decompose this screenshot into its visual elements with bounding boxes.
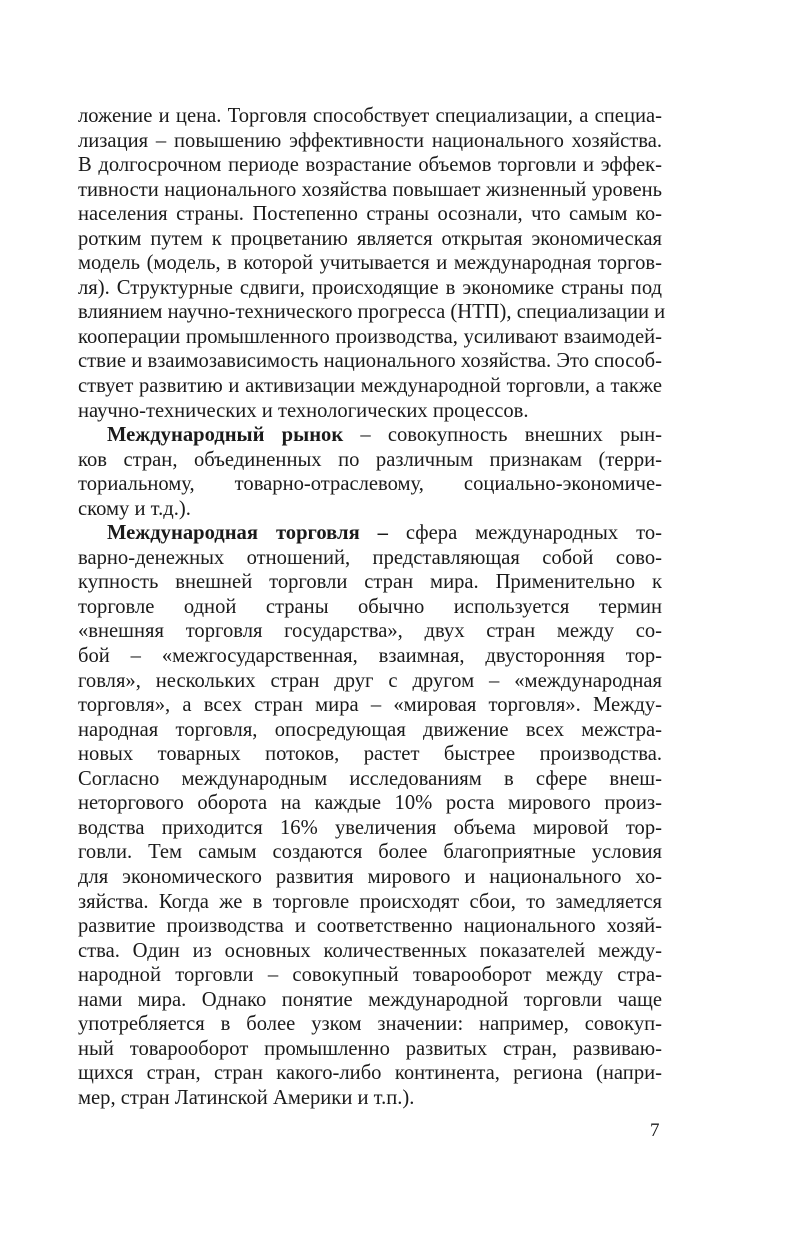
term-international-market: Международный рынок: [107, 424, 344, 447]
text-line: нами мира. Однако понятие международной торговли чаще: [78, 988, 662, 1011]
text-line: скому и т.д.).: [78, 497, 191, 520]
text-line: ствует развитию и активизации международной торговли, а также: [78, 375, 662, 398]
paragraph-trade-effects: [78, 104, 666, 423]
text-line: говли. Тем самым создаются более благоприятные условия: [78, 841, 662, 864]
text-line: новых товарных потоков, растет быстрее производства.: [78, 743, 662, 766]
definition-text: сфера международных то-: [387, 522, 662, 545]
text-line: щихся стран, стран какого-либо континента, региона (напри-: [78, 1062, 662, 1085]
text-line: для экономического развития мирового и национального хо-: [78, 865, 662, 888]
page-body: [78, 104, 666, 1110]
text-line: ствие и взаимозависимость национального хозяйства. Это способ-: [78, 350, 662, 373]
text-line: развитие производства и соответственно национального хозяй-: [78, 915, 662, 938]
text-line: ротким путем к процветанию является открытая экономическая: [78, 227, 662, 250]
term-international-trade: Международная торговля –: [107, 522, 388, 545]
text-line: ториальному, товарно-отраслевому, социально-экономиче-: [78, 473, 662, 496]
text-line: Согласно международным исследованиям в сфере внеш-: [78, 767, 662, 790]
text-line: водства приходится 16% увеличения объема мировой тор-: [78, 816, 662, 839]
text-line: ложение и цена. Торговля способствует специализации, а специа-: [78, 105, 662, 127]
text-line: научно-технических и технологических процессов.: [78, 399, 529, 422]
text-line: бой – «межгосударственная, взаимная, двусторонняя тор-: [78, 645, 662, 668]
text-line: населения страны. Постепенно страны осознали, что самым ко-: [78, 203, 662, 226]
text-line: В долгосрочном периоде возрастание объемов торговли и эффек-: [78, 154, 662, 177]
text-line: тивности национального хозяйства повышает жизненный уровень: [78, 178, 662, 201]
text-line: лизация – повышению эффективности национального хозяйства.: [78, 129, 662, 152]
text-line: ков стран, объединенных по различным признакам (терри-: [78, 448, 662, 471]
text-line: народная торговля, опосредующая движение всех межстра-: [78, 718, 662, 741]
text-line: народной торговли – совокупный товарооборот между стра-: [78, 964, 662, 987]
definition-text: – совокупность внешних рын-: [343, 424, 662, 447]
text-line: торговля», а всех стран мира – «мировая торговля». Между-: [78, 694, 662, 717]
text-line: мер, стран Латинской Америки и т.п.).: [78, 1086, 415, 1109]
text-line: влиянием научно-технического прогресса (НТП), специализации и: [78, 301, 666, 324]
paragraph-international-trade: [78, 521, 662, 1110]
text-line: употребляется в более узком значении: например, совокуп-: [78, 1013, 662, 1036]
text-line: варно-денежных отношений, представляющая собой сово-: [78, 546, 662, 569]
text-line: модель (модель, в которой учитывается и международная торгов-: [78, 252, 662, 275]
text-line: [78, 521, 662, 546]
page-number: 7: [650, 1120, 660, 1141]
text-line: говля», нескольких стран друг с другом – «международная: [78, 669, 662, 692]
text-line: зяйства. Когда же в торговле происходят сбои, то замедляется: [78, 890, 662, 913]
text-line: торговле одной страны обычно используется термин: [78, 595, 662, 618]
text-line: неторгового оборота на каждые 10% роста мирового произ-: [78, 792, 662, 815]
text-line: ля). Структурные сдвиги, происходящие в экономике страны под: [78, 276, 662, 299]
paragraph-international-market: [78, 423, 662, 521]
text-line: ства. Один из основных количественных показателей между-: [78, 939, 662, 962]
text-line: ный товарооборот промышленно развитых стран, развиваю-: [78, 1037, 662, 1060]
text-line: купность внешней торговли стран мира. Применительно к: [78, 571, 662, 594]
text-line: [78, 423, 662, 448]
text-line: «внешняя торговля государства», двух стран между со-: [78, 620, 662, 643]
text-line: кооперации промышленного производства, усиливают взаимодей-: [78, 325, 662, 348]
